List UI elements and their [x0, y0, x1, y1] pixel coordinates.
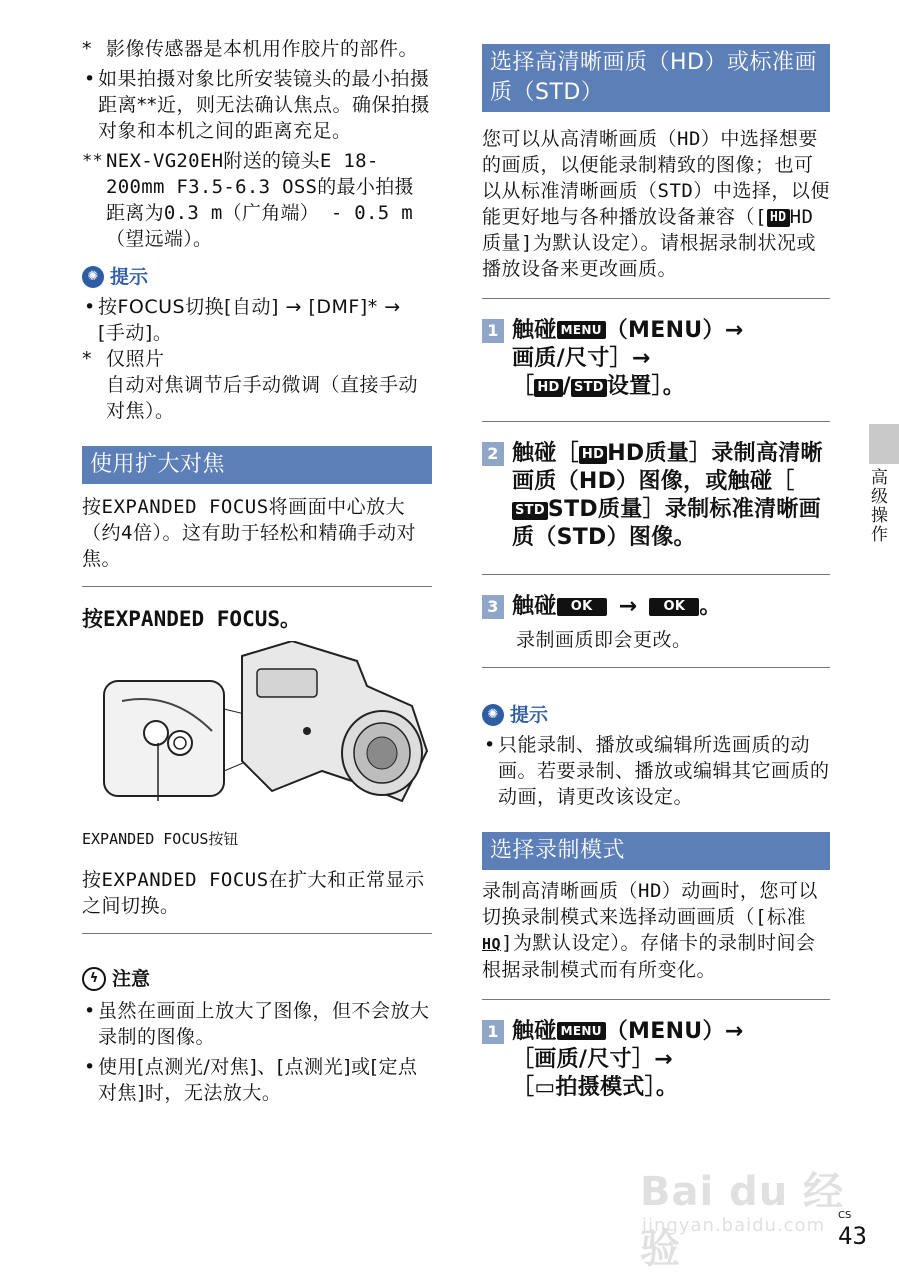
right-column — [482, 44, 830, 1102]
tip-heading — [82, 264, 432, 290]
left-column — [82, 36, 432, 1106]
mode-desc — [482, 878, 830, 983]
step-part: 触碰 — [512, 1019, 557, 1044]
expanded-step: 按EXPANDED FOCUS。 — [82, 607, 302, 631]
caution-item — [82, 1054, 432, 1106]
lightbulb-icon: ✺ — [482, 704, 504, 726]
page-number: 43 — [838, 1222, 867, 1250]
step-part: STD质量］录制标准清晰画质（STD）图像。 — [512, 497, 821, 550]
std-icon: STD — [512, 502, 548, 520]
caution-title: 注意 — [112, 968, 151, 990]
step-result: 录制画质即会更改。 — [516, 629, 692, 651]
divider — [82, 933, 432, 934]
step-part: / — [562, 374, 571, 399]
step-part: HD质量］录制高清晰画质（HD）图像，或触碰［ — [512, 441, 823, 494]
hd-icon: HD — [579, 446, 607, 464]
step-number: 3 — [482, 595, 504, 619]
expanded-desc: 按EXPANDED FOCUS将画面中心放大（约4倍）。这有助于轻松和精确手动对焦。 — [82, 496, 416, 570]
camcorder-illustration — [82, 641, 432, 829]
baidu-watermark — [630, 1135, 860, 1272]
step-part: 触碰［ — [512, 441, 579, 466]
hd-desc-part: HD质量]为默认设定）。请根据录制状况或播放设备来更改画质。 — [482, 206, 816, 280]
caution-text: 虽然在画面上放大了图像，但不会放大录制的图像。 — [98, 1000, 430, 1048]
mode-desc-part: ]为默认设定）。存储卡的录制时间会根据录制模式而有所变化。 — [482, 932, 816, 981]
step-3 — [482, 593, 830, 621]
watermark-logo: Bai du 经验 — [640, 1169, 845, 1272]
film-icon: ▭ — [534, 1075, 556, 1100]
step-text — [512, 440, 830, 552]
step-part: 。 — [699, 594, 722, 619]
note-text: 如果拍摄对象比所安装镜头的最小拍摄距离**近，则无法确认焦点。确保拍摄对象和本机之间的距离充足。 — [98, 68, 431, 142]
note-mark: ** — [82, 151, 104, 171]
step-part: （MENU）→ 画质/尺寸］→ ［ — [512, 318, 744, 399]
tip-item — [482, 732, 830, 810]
caution-text: 使用[点测光/对焦]、[点测光]或[定点对焦]时，无法放大。 — [98, 1056, 418, 1104]
note-item — [82, 66, 432, 144]
step-mode-1 — [482, 1018, 830, 1102]
step-1 — [482, 317, 830, 401]
section-heading-hd: 选择高清晰画质（HD）或标准画质（STD） — [482, 44, 830, 112]
note-text: 影像传感器是本机用作胶片的部件。 — [106, 38, 419, 60]
step-text — [512, 593, 830, 621]
caution-item — [82, 998, 432, 1050]
hd-icon: HD — [534, 379, 562, 397]
divider — [82, 586, 432, 587]
tip-mark: * — [82, 348, 92, 370]
divider — [482, 574, 830, 575]
step-number: 1 — [482, 1020, 504, 1044]
watermark-url: jingyan.baidu.com — [642, 1215, 826, 1236]
lightbulb-icon: ✺ — [82, 266, 104, 288]
hd-desc — [482, 126, 830, 282]
step-2 — [482, 440, 830, 552]
note-mark: * — [82, 38, 92, 60]
camera-figure — [82, 641, 432, 829]
figure-caption: EXPANDED FOCUS按钮 — [82, 830, 239, 848]
warning-icon: ϟ — [82, 967, 106, 991]
menu-button[interactable]: MENU — [557, 321, 606, 339]
intro-notes — [82, 36, 432, 252]
side-label: 高级操作 — [867, 468, 887, 544]
tip-item — [82, 294, 432, 346]
section-heading-expanded: 使用扩大对焦 — [82, 446, 432, 484]
step-text — [512, 1018, 830, 1102]
hd-icon: HD — [767, 209, 790, 227]
std-icon: STD — [571, 379, 607, 397]
tip-title: 提示 — [510, 704, 549, 726]
tip-text: 仅照片 自动对焦调节后手动微调（直接手动对焦）。 — [106, 348, 419, 422]
note-text: NEX-VG20EH附送的镜头E 18-200mm F3.5-6.3 OSS的最小拍摄距离为0.3 m（广角端） - 0.5 m（望远端）。 — [106, 150, 414, 250]
tip-text: 按FOCUS切换[自动] → [DMF]* → [手动]。 — [98, 296, 401, 344]
mode-desc-part: 录制高清晰画质（HD）动画时，您可以切换录制模式来选择动画画质（[标准 — [482, 880, 818, 928]
divider — [482, 667, 830, 668]
expanded-after: 按EXPANDED FOCUS在扩大和正常显示之间切换。 — [82, 869, 425, 917]
step-part: 拍摄模式］。 — [555, 1075, 679, 1100]
tip-block — [482, 702, 830, 810]
tip-title: 提示 — [110, 266, 149, 288]
note-item — [82, 148, 432, 252]
caution-block — [82, 966, 432, 1106]
tip-heading — [482, 702, 830, 728]
step-text — [512, 317, 830, 401]
divider — [482, 421, 830, 422]
step-part: 触碰 — [512, 318, 557, 343]
section-heading-mode: 选择录制模式 — [482, 832, 830, 870]
tip-block — [82, 264, 432, 424]
tip-item — [82, 346, 432, 424]
caution-heading — [82, 966, 432, 992]
ok-button[interactable]: OK — [557, 598, 607, 616]
ok-button[interactable]: OK — [649, 598, 699, 616]
note-item — [82, 36, 432, 62]
divider — [482, 298, 830, 299]
menu-button[interactable]: MENU — [557, 1022, 606, 1040]
hd-desc-part: 您可以从高清晰画质（HD）中选择想要的画质，以便能录制精致的图像；也可以从标准清晰画质（STD）中选择，以便能更好地与各种播放设备兼容（[ — [482, 128, 830, 228]
hq-icon: HQ — [482, 935, 502, 953]
arrow: → — [618, 594, 638, 619]
step-number: 1 — [482, 319, 504, 343]
side-tab — [869, 424, 899, 464]
page-region: CS — [838, 1210, 852, 1221]
tip-text: 只能录制、播放或编辑所选画质的动画。若要录制、播放或编辑其它画质的动画，请更改该设定。 — [498, 734, 830, 808]
step-number: 2 — [482, 442, 504, 466]
step-part: 触碰 — [512, 594, 557, 619]
step-part: 设置］。 — [606, 374, 686, 399]
divider — [482, 999, 830, 1000]
step-part: （MENU）→ ［画质/尺寸］→ ［ — [512, 1019, 744, 1100]
